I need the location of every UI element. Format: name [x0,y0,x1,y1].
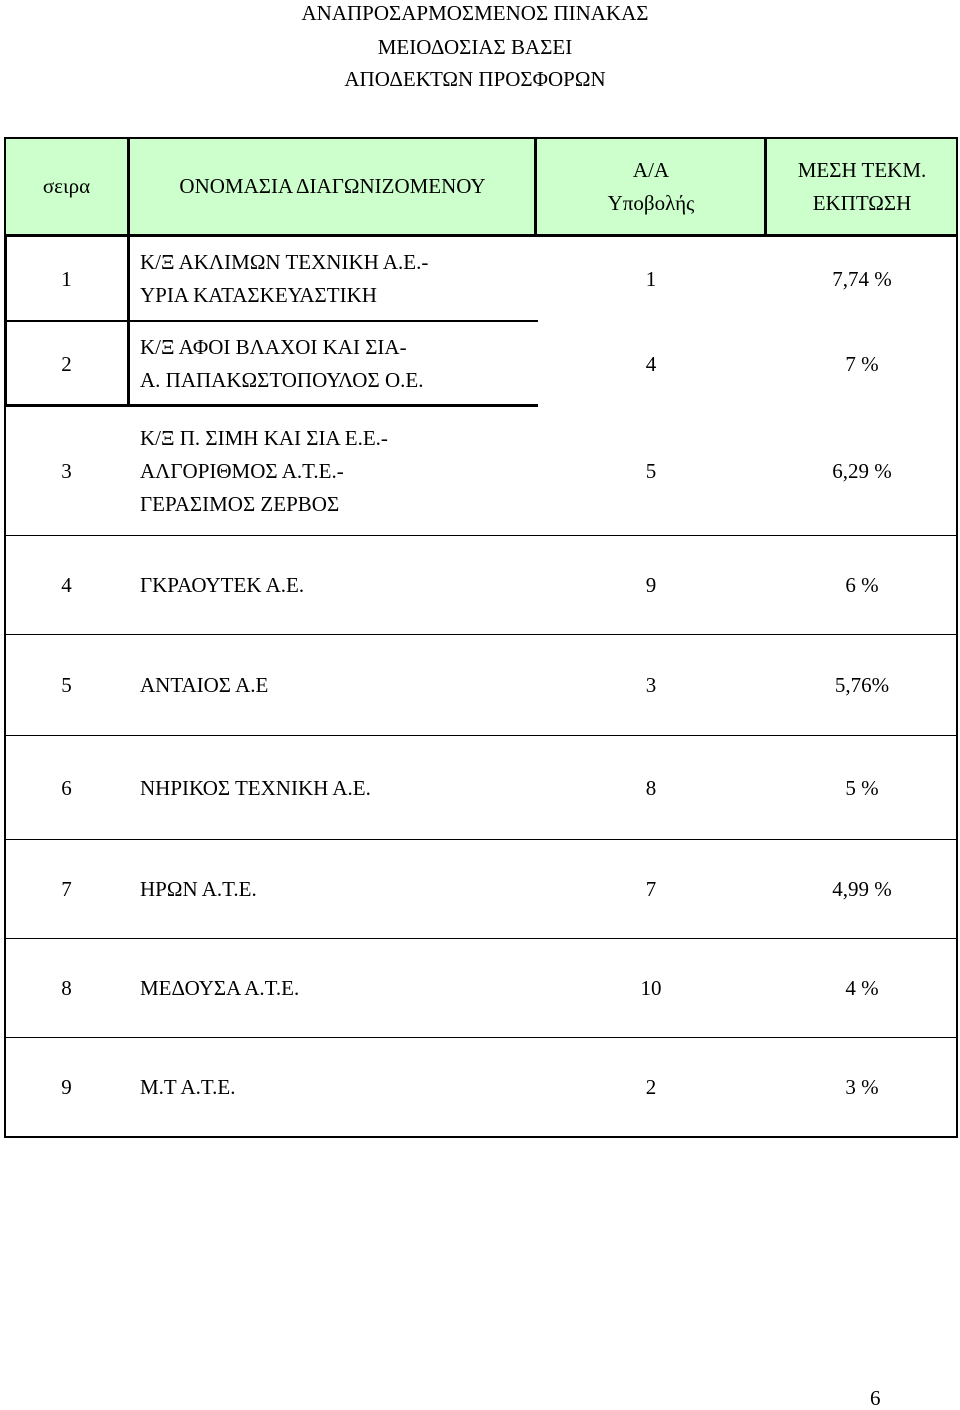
aa-value: 10 [640,976,662,1000]
ekptosi-value: 6,29 % [832,459,892,483]
ekptosi-value: 5 % [845,775,879,800]
header-ekptosi-line2: ΕΚΠΤΩΣΗ [812,190,912,215]
row2-bottom-left [4,404,538,407]
row7-bottom [4,938,958,939]
ekptosi-value: 7,74 % [832,266,892,291]
cell-seira [4,840,129,939]
aa-value: 7 [645,877,657,901]
title-line-1: ΑΝΑΠΡΟΣΑΡΜΟΣΜΕΝΟΣ ΠΙΝΑΚΑΣ [301,1,649,25]
border-bottom [4,1136,958,1138]
aa-value: 1 [645,266,657,291]
cell-onomasia [140,407,534,536]
bids-table [4,137,958,1138]
seira-value: 6 [61,775,72,800]
ekptosi-value: 4,99 % [832,877,892,901]
cell-seira [4,322,129,406]
cell-aa [536,236,766,322]
cell-seira [4,236,129,322]
aa-value: 3 [645,673,657,697]
header-aa-line1: Α/Α [632,157,670,182]
header-seira [4,137,129,236]
header-aa-line2: Υποβολής [607,190,695,215]
seira-value: 2 [61,351,72,376]
cell-ekptosi [766,322,958,406]
cell-aa [536,635,766,736]
cell-onomasia [140,1038,534,1137]
ekptosi-value: 6 % [845,573,879,597]
row5-bottom [4,735,958,736]
row1-bottom-name [129,320,538,322]
header-onomasia [129,137,536,236]
header-aa [536,137,766,236]
title-line-2: ΜΕΙΟΔΟΣΙΑΣ ΒΑΣΕΙ [377,35,573,59]
header-sep-1 [127,137,130,237]
onomasia-line: ΑΝΤΑΙΟΣ Α.Ε [140,673,269,697]
seira-value: 4 [61,573,72,597]
seira-value: 8 [61,976,72,1000]
cell-ekptosi [766,536,958,635]
seira-value: 7 [61,877,72,901]
onomasia-line: ΓΕΡΑΣΙΜΟΣ ΖΕΡΒΟΣ [140,492,340,516]
cell-aa [536,736,766,840]
seira-value: 9 [61,1075,72,1099]
onomasia-line: Α. ΠΑΠΑΚΩΣΤΟΠΟΥΛΟΣ Ο.Ε. [140,368,424,392]
ekptosi-value: 4 % [845,976,879,1000]
cell-ekptosi [766,939,958,1038]
cell-aa [536,1038,766,1137]
border-left-rows12 [4,234,7,407]
cell-onomasia [140,536,534,635]
onomasia-line: Κ/Ξ ΑΚΛΙΜΩΝ ΤΕΧΝΙΚΗ Α.Ε.- [140,250,429,274]
onomasia-line: ΜΕΔΟΥΣΑ Α.Τ.Ε. [140,976,300,1000]
cell-aa [536,939,766,1038]
cell-ekptosi [766,840,958,939]
seira-value: 5 [61,673,72,697]
onomasia-line: ΓΚΡΑΟΥΤΕΚ Α.Ε. [140,573,305,597]
seira-value: 3 [61,459,72,483]
onomasia-line: Κ/Ξ ΑΦΟΙ ΒΛΑΧΟΙ ΚΑΙ ΣΙΑ- [140,335,407,359]
seira-value: 1 [61,266,72,291]
cell-onomasia [140,236,534,322]
cell-ekptosi [766,1038,958,1137]
cell-seira [4,407,129,536]
ekptosi-value: 3 % [845,1075,879,1099]
header-sep-2 [534,137,537,237]
header-seira-label: σειρα [42,174,91,198]
row4-bottom [4,634,958,635]
cell-seira [4,635,129,736]
cell-onomasia [140,939,534,1038]
header-bottom-line [4,234,958,237]
onomasia-line: Μ.Τ Α.Τ.Ε. [140,1075,236,1099]
aa-value: 2 [645,1075,657,1099]
cell-seira [4,736,129,840]
aa-value: 4 [645,351,657,376]
cell-aa [536,322,766,406]
onomasia-line: ΥΡΙΑ ΚΑΤΑΣΚΕΥΑΣΤΙΚΗ [140,283,377,307]
cell-onomasia [140,635,534,736]
row6-bottom [4,839,958,840]
header-onomasia-label: ΟΝΟΜΑΣΙΑ ΔΙΑΓΩΝΙΖΟΜΕΝΟΥ [179,174,486,198]
border-top [4,137,958,139]
header-ekptosi [766,137,958,236]
onomasia-line: ΝΗΡΙΚΟΣ ΤΕΧΝΙΚΗ Α.Ε. [140,775,371,800]
cell-aa [536,840,766,939]
cell-aa [536,407,766,536]
row3-bottom [4,535,958,536]
cell-seira [4,939,129,1038]
onomasia-line: ΑΛΓΟΡΙΘΜΟΣ Α.Τ.Ε.- [140,459,344,483]
cell-seira [4,1038,129,1137]
row8-bottom [4,1037,958,1038]
header-ekptosi-line1: ΜΕΣΗ ΤΕΚΜ. [797,157,927,182]
aa-value: 9 [645,573,657,597]
cell-aa [536,536,766,635]
page-number: 6 [870,1386,881,1410]
cell-onomasia [140,322,534,406]
cell-ekptosi [766,736,958,840]
aa-value: 5 [645,459,657,483]
row1-bottom-seira [4,320,131,322]
header-sep-3 [764,137,767,237]
ekptosi-value: 5,76% [834,673,890,697]
cell-ekptosi [766,407,958,536]
border-right [956,137,958,1138]
aa-value: 8 [645,775,657,800]
cell-onomasia [140,736,534,840]
cell-onomasia [140,840,534,939]
onomasia-line: ΗΡΩΝ Α.Τ.Ε. [140,877,257,901]
cell-ekptosi [766,236,958,322]
cell-seira [4,536,129,635]
cell-ekptosi [766,635,958,736]
ekptosi-value: 7 % [845,351,879,376]
title-line-3: ΑΠΟΔΕΚΤΩΝ ΠΡΟΣΦΟΡΩΝ [344,67,606,91]
onomasia-line: Κ/Ξ Π. ΣΙΜΗ ΚΑΙ ΣΙΑ Ε.Ε.- [140,426,388,450]
